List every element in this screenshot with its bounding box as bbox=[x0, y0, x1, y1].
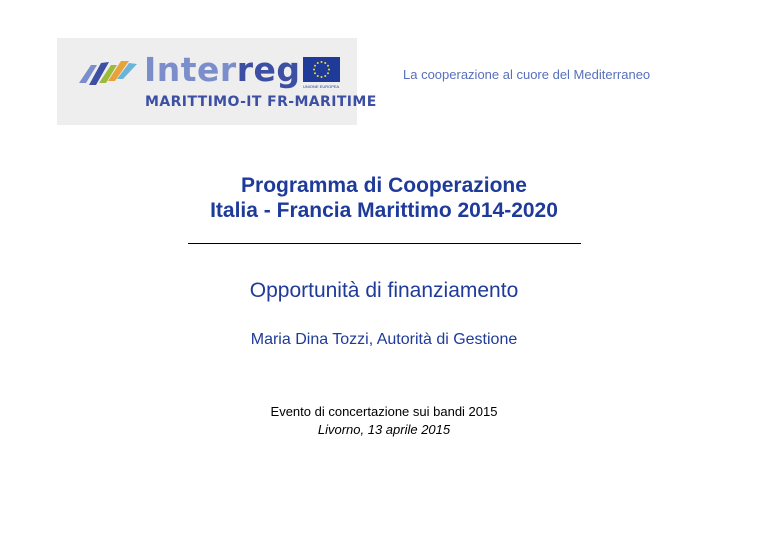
event-place-date: Livorno, 13 aprile 2015 bbox=[317, 422, 451, 437]
event-name: Evento di concertazione sui bandi 2015 bbox=[270, 404, 498, 419]
wordmark-part-1: Inter bbox=[144, 50, 237, 89]
programme-name: MARITTIMO-IT FR-MARITIME bbox=[145, 94, 377, 110]
subtitle: Opportunità di finanziamento bbox=[249, 279, 519, 302]
tagline: La cooperazione al cuore del Mediterraneo bbox=[403, 67, 651, 82]
interreg-logo bbox=[57, 38, 377, 125]
divider bbox=[188, 243, 581, 244]
title-line-1: Programma di Cooperazione bbox=[241, 174, 527, 197]
bird-wings-icon bbox=[77, 53, 139, 93]
interreg-wordmark bbox=[144, 52, 300, 88]
eu-caption: UNIONE EUROPEA bbox=[303, 84, 340, 89]
author: Maria Dina Tozzi, Autorità di Gestione bbox=[250, 331, 518, 348]
wordmark-part-2: reg bbox=[236, 50, 301, 89]
title-line-2: Italia - Francia Marittimo 2014-2020 bbox=[210, 199, 558, 222]
eu-flag-icon bbox=[303, 57, 340, 82]
